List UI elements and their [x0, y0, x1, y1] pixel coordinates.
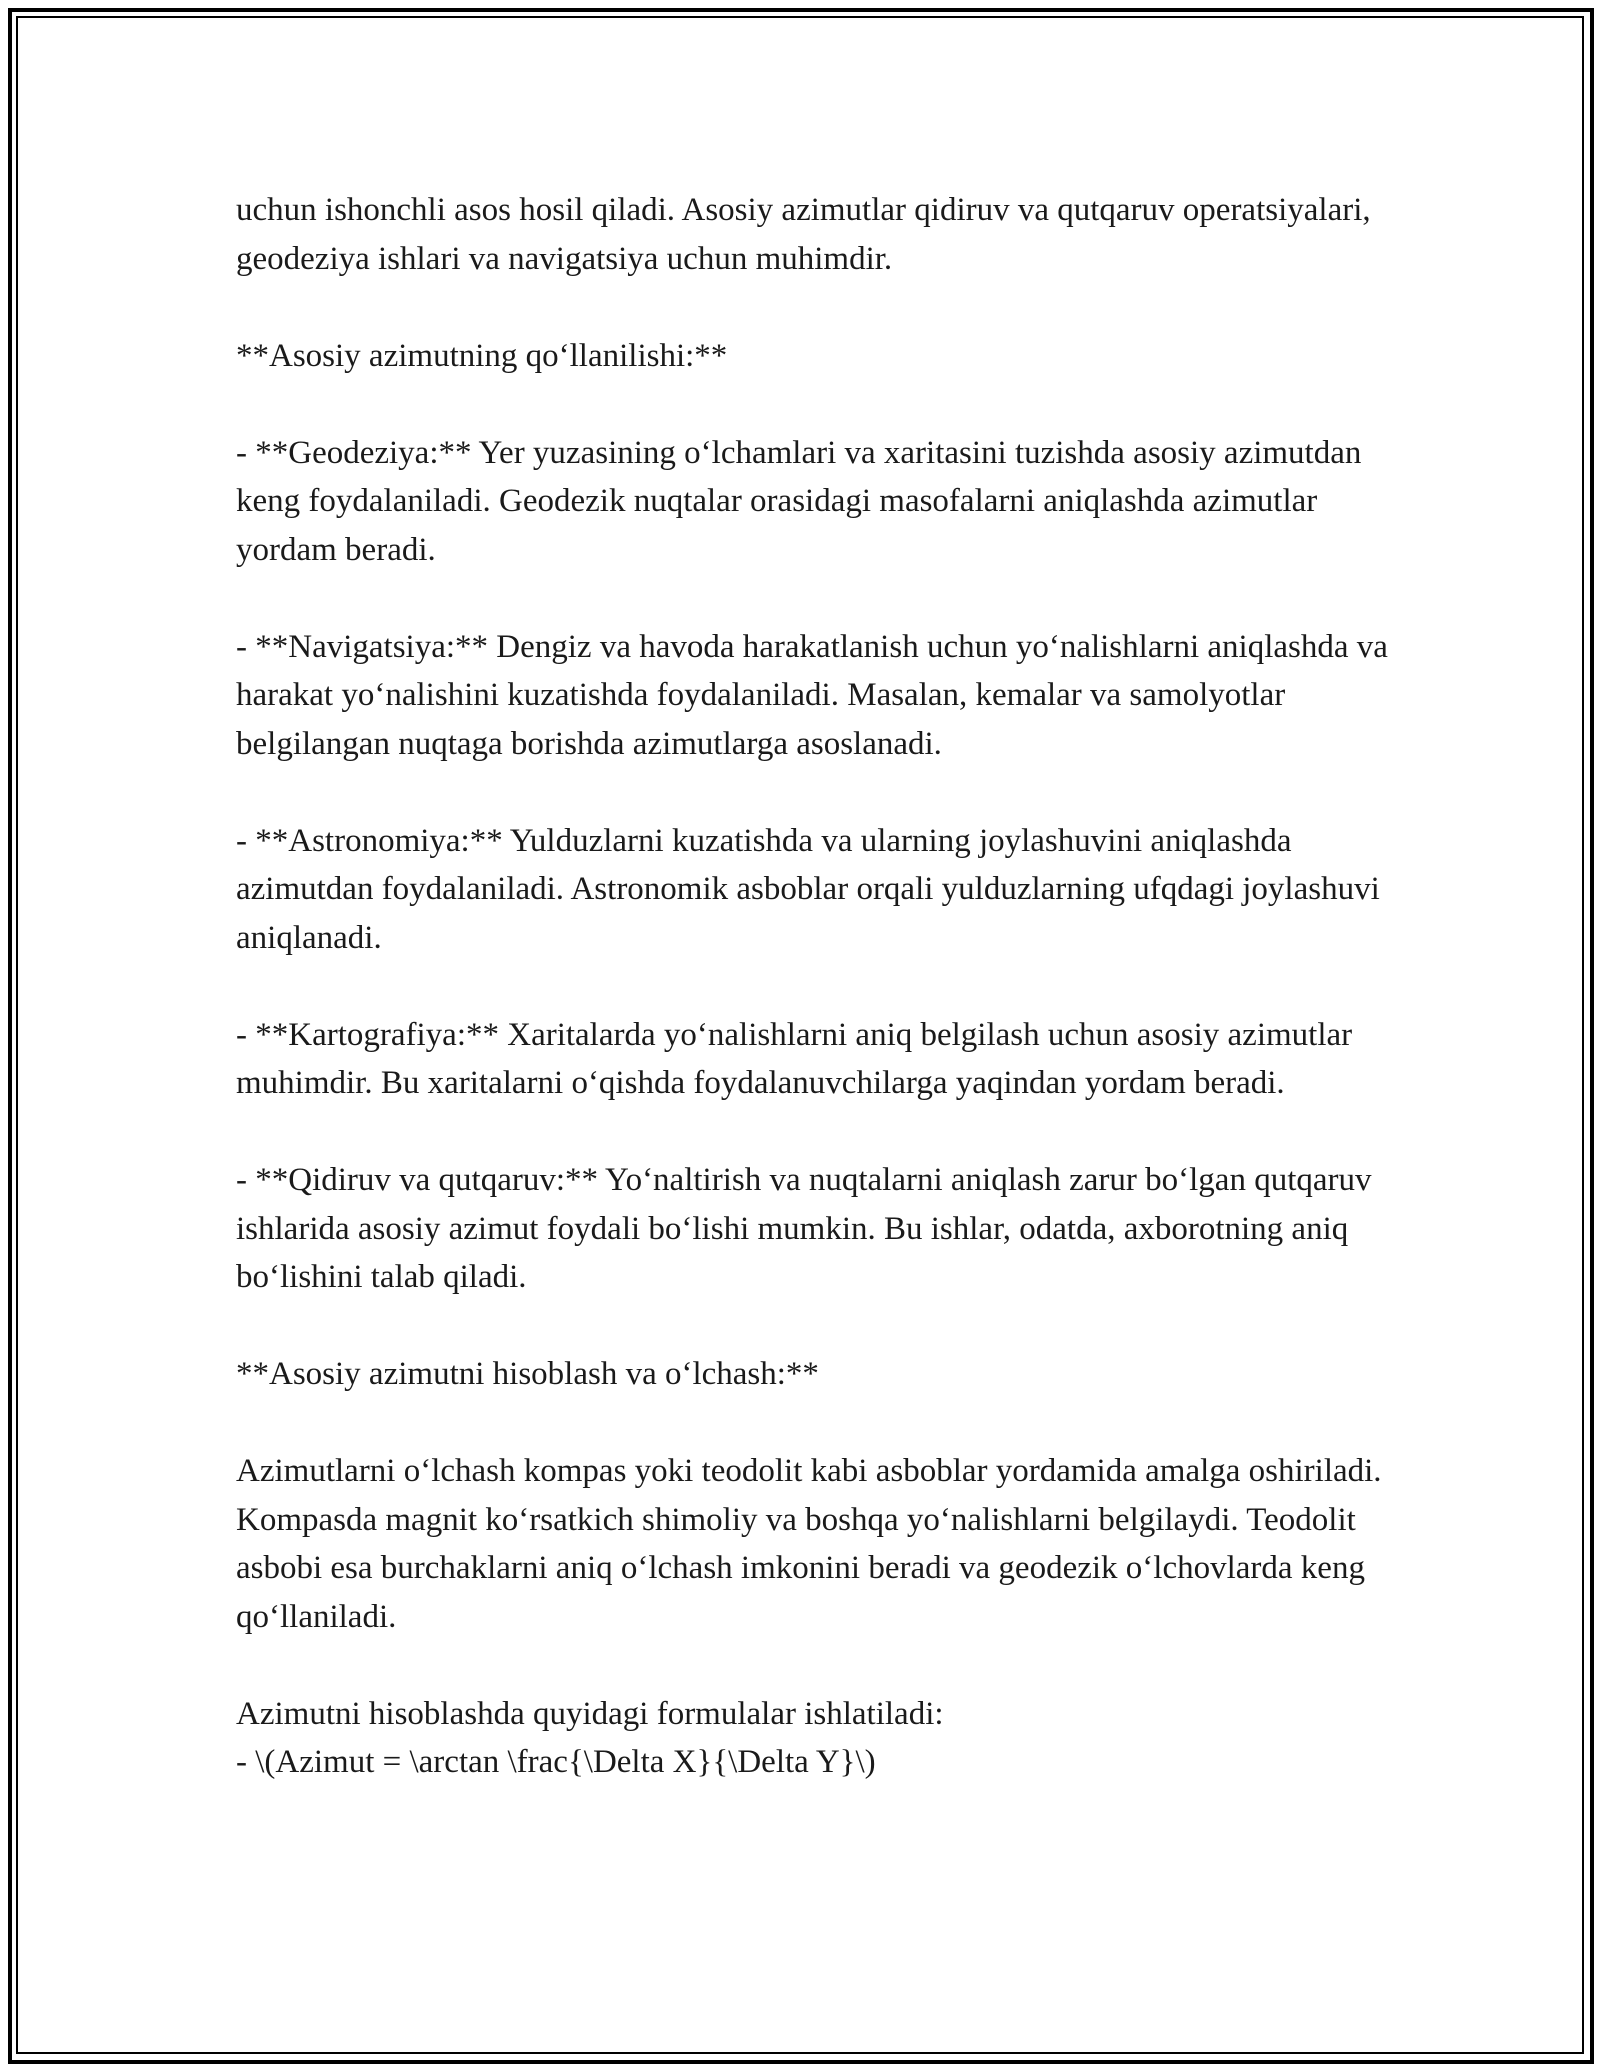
- heading-calculation: **Asosiy azimutni hisoblash va o‘lchash:**: [236, 1356, 819, 1392]
- paragraph-intro-continuation: uchun ishonchli asos hosil qiladi. Asosiy azimutlar qidiruv va qutqaruv operatsiyalari, geodeziya ishlari va navigatsiya uchun muhimdir.: [236, 192, 1371, 277]
- list-item-astronomy: - **Astronomiya:** Yulduzlarni kuzatishda va ularning joylashuvini aniqlashda azimutdan foydalaniladi. Astronomik asboblar orqali yulduzlarning ufqdagi joylashuvi aniqlanadi.: [236, 822, 1380, 956]
- paragraph-formula-intro: Azimutni hisoblashda quyidagi formulalar ishlatiladi:: [236, 1695, 944, 1732]
- list-item-cartography: - **Kartografiya:** Xaritalarda yo‘nalishlarni aniq belgilash uchun asosiy azimutlar muhimdir. Bu xaritalarni o‘qishda foydalanuvchilarga yaqindan yordam beradi.: [236, 1016, 1353, 1101]
- list-item-search-rescue: - **Qidiruv va qutqaruv:** Yo‘naltirish va nuqtalarni aniqlash zarur bo‘lgan qutqaruv ishlarida asosiy azimut foydali bo‘lishi mumkin. Bu ishlar, odatda, axborotning aniq bo‘lishini talab qiladi.: [236, 1162, 1372, 1295]
- document-body: [236, 186, 1396, 1787]
- paragraph-measurement: Azimutlarni o‘lchash kompas yoki teodolit kabi asboblar yordamida amalga oshiriladi. Kompasda magnit ko‘rsatkich shimoliy va boshqa yo‘nalishlarni belgilaydi. Teodolit asbobi esa burchaklarni aniq o‘lchash imkonini beradi va geodezik o‘lchovlarda keng qo‘llaniladi.: [236, 1453, 1382, 1635]
- list-item-geodesy: - **Geodeziya:** Yer yuzasining o‘lchamlari va xaritasini tuzishda asosiy azimutdan keng foydalaniladi. Geodezik nuqtalar orasidagi masofalarni aniqlashda azimutlar yordam beradi.: [236, 434, 1362, 568]
- formula-line: - \(Azimut = \arctan \frac{\Delta X}{\Delta Y}\): [236, 1744, 876, 1780]
- heading-usage: **Asosiy azimutning qo‘llanilishi:**: [236, 337, 728, 374]
- list-item-navigation: - **Navigatsiya:** Dengiz va havoda harakatlanish uchun yo‘nalishlarni aniqlashda va harakat yo‘nalishini kuzatishda foydalaniladi. Masalan, kemalar va samolyotlar belgilangan nuqtaga borishda azimutlarga asoslanadi.: [236, 628, 1388, 762]
